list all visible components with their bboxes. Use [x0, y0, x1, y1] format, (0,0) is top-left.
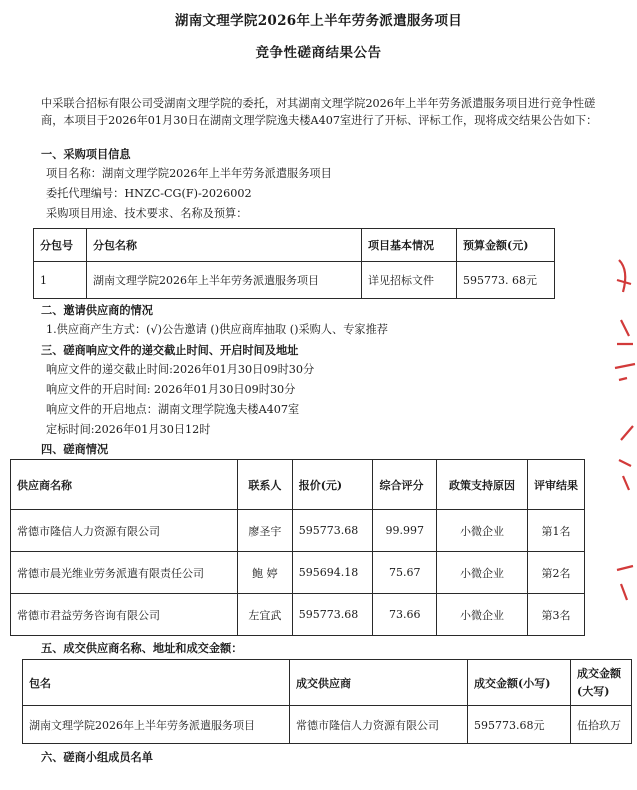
award-amount-upper: 伍拾玖万 [571, 706, 632, 744]
package-no: 1 [34, 262, 87, 299]
section3-heading: 三、磋商响应文件的递交截止时间、开启时间及地址 [41, 343, 299, 357]
table-header-row [34, 229, 555, 262]
table-header-row [11, 460, 585, 510]
total-score: 73.66 [373, 594, 437, 636]
award-table [22, 659, 632, 744]
evaluation-table [10, 459, 585, 636]
header-project-info: 项目基本情况 [362, 229, 457, 262]
table-row [23, 706, 632, 744]
header-supplier: 供应商名称 [11, 460, 238, 510]
table-row [34, 262, 555, 299]
contact-person: 左宜武 [238, 594, 293, 636]
header-amount-upper-line1: 成交金额 [577, 666, 621, 680]
supplier-name: 常德市隆信人力资源有限公司 [11, 510, 238, 552]
review-result: 第2名 [528, 552, 585, 594]
project-info: 详见招标文件 [362, 262, 457, 299]
table-row [11, 594, 585, 636]
project-name: 项目名称：湖南文理学院2026年上半年劳务派遣服务项目 [46, 167, 332, 180]
award-time: 定标时间:2026年01月30日12时 [46, 423, 211, 436]
award-package-name: 湖南文理学院2026年上半年劳务派遣服务项目 [23, 706, 290, 744]
contact-person: 廖圣宇 [238, 510, 293, 552]
notice-title: 竞争性磋商结果公告 [255, 45, 382, 61]
package-table [33, 228, 555, 299]
header-package: 包名 [23, 660, 290, 706]
section5-heading: 五、成交供应商名称、地址和成交金额： [41, 641, 243, 655]
section6-heading: 六、磋商小组成员名单 [41, 750, 153, 764]
awarded-supplier: 常德市隆信人力资源有限公司 [290, 706, 468, 744]
quote-price: 595773.68 [292, 594, 373, 636]
section1-heading: 一、采购项目信息 [41, 147, 131, 161]
table-header-row [23, 660, 632, 706]
supplier-name: 常德市君益劳务咨询有限公司 [11, 594, 238, 636]
policy-reason: 小微企业 [437, 510, 528, 552]
agent-number: 委托代理编号：HNZC-CG(F)-2026002 [46, 187, 252, 200]
contact-person: 鲍 婷 [238, 552, 293, 594]
section2-heading: 二、邀请供应商的情况 [41, 303, 153, 317]
supplier-name: 常德市晨光维业劳务派遣有限责任公司 [11, 552, 238, 594]
header-amount-lower: 成交金额(小写) [468, 660, 571, 706]
review-result: 第3名 [528, 594, 585, 636]
header-policy: 政策支持原因 [437, 460, 528, 510]
supplier-method: 1.供应商产生方式：(√)公告邀请 ()供应商库抽取 ()采购人、专家推荐 [46, 323, 388, 336]
table-row [11, 510, 585, 552]
header-package-no: 分包号 [34, 229, 87, 262]
header-result: 评审结果 [528, 460, 585, 510]
header-amount-upper [571, 660, 632, 706]
header-amount-upper-line2: (大写) [577, 684, 610, 698]
review-result: 第1名 [528, 510, 585, 552]
submit-deadline: 响应文件的递交截止时间:2026年01月30日09时30分 [46, 363, 315, 376]
package-name: 湖南文理学院2026年上半年劳务派遣服务项目 [87, 262, 362, 299]
header-contact: 联系人 [238, 460, 293, 510]
header-package-name: 分包名称 [87, 229, 362, 262]
total-score: 99.997 [373, 510, 437, 552]
header-budget: 预算金额(元) [457, 229, 555, 262]
header-score: 综合评分 [373, 460, 437, 510]
budget-amount: 595773. 68元 [457, 262, 555, 299]
policy-reason: 小微企业 [437, 594, 528, 636]
section4-heading: 四、磋商情况 [41, 442, 109, 456]
quote-price: 595773.68 [292, 510, 373, 552]
header-awarded-supplier: 成交供应商 [290, 660, 468, 706]
project-title: 湖南文理学院2026年上半年劳务派遣服务项目 [174, 13, 463, 29]
total-score: 75.67 [373, 552, 437, 594]
intro-paragraph: 中采联合招标有限公司受湖南文理学院的委托，对其湖南文理学院2026年上半年劳务派遣服务项目进行竞争性磋商，本项目于2026年01月30日在湖南文理学院逸夫楼A407室进行了开标、评标工作，现将成交结果公告如下： [41, 97, 598, 127]
budget-intro: 采购项目用途、技术要求、名称及预算： [46, 207, 248, 220]
award-amount-lower: 595773.68元 [468, 706, 571, 744]
policy-reason: 小微企业 [437, 552, 528, 594]
table-row [11, 552, 585, 594]
open-place: 响应文件的开启地点：湖南文理学院逸夫楼A407室 [46, 403, 300, 416]
quote-price: 595694.18 [292, 552, 373, 594]
header-quote: 报价(元) [292, 460, 373, 510]
seal-stamp-edge [609, 240, 637, 640]
open-time: 响应文件的开启时间: 2026年01月30日09时30分 [46, 383, 296, 396]
